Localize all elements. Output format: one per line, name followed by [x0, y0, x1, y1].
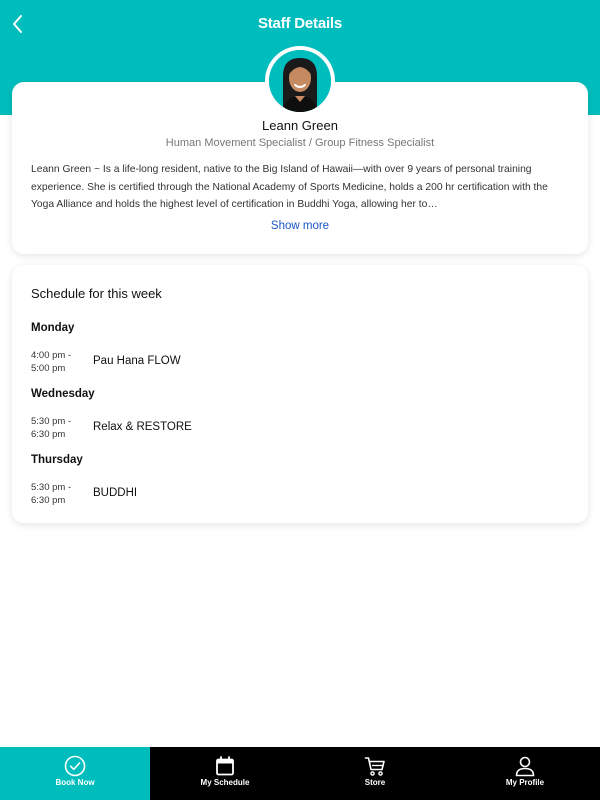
page-title: Staff Details	[257, 15, 343, 32]
class-item-relax-restore[interactable]: Relax & RESTORE	[93, 421, 192, 433]
schedule-time	[31, 415, 87, 441]
schedule-day-thursday: Thursday	[31, 454, 83, 466]
time-start: 5:30 pm -	[31, 482, 72, 493]
tab-label: My Schedule	[200, 778, 250, 787]
show-more-link[interactable]: Show more	[270, 220, 330, 232]
avatar	[269, 50, 331, 112]
tab-store[interactable]	[300, 747, 450, 800]
check-circle-icon	[63, 754, 87, 778]
staff-name: Leann Green	[262, 118, 338, 133]
schedule-title: Schedule for this week	[31, 286, 162, 301]
staff-role: Human Movement Specialist / Group Fitness Specialist	[165, 137, 435, 149]
time-end: 6:30 pm	[31, 495, 66, 506]
schedule-time	[31, 481, 87, 507]
tab-label: Book Now	[55, 778, 95, 787]
tab-my-profile[interactable]	[450, 747, 600, 800]
time-start: 5:30 pm -	[31, 416, 72, 427]
user-icon	[513, 754, 537, 778]
class-item-buddhi[interactable]: BUDDHI	[93, 487, 138, 499]
calendar-icon	[213, 754, 237, 778]
time-end: 6:30 pm	[31, 429, 66, 440]
avatar-frame	[265, 46, 335, 116]
schedule-card	[12, 265, 588, 523]
schedule-day-wednesday: Wednesday	[31, 388, 95, 400]
staff-bio: Leann Green ~ Is a life-long resident, native to the Big Island of Hawaii—with over 9 years of personal training experience. She is certified through the National Academy of Sports Medicine, holds a 200 hr certification with the Yoga Alliance and holds the highest level of certification in Buddhi Yoga, allowing her to…	[31, 164, 548, 210]
tab-book-now[interactable]	[0, 747, 150, 800]
class-item-pau-hana-flow[interactable]: Pau Hana FLOW	[93, 355, 181, 367]
bottom-tab-bar	[0, 747, 600, 800]
tab-label: My Profile	[505, 778, 545, 787]
schedule-day-monday: Monday	[31, 322, 75, 334]
tab-label: Store	[364, 778, 386, 787]
cart-icon	[363, 754, 387, 778]
time-end: 5:00 pm	[31, 363, 66, 374]
tab-my-schedule[interactable]	[150, 747, 300, 800]
schedule-time	[31, 349, 87, 375]
time-start: 4:00 pm -	[31, 350, 72, 361]
